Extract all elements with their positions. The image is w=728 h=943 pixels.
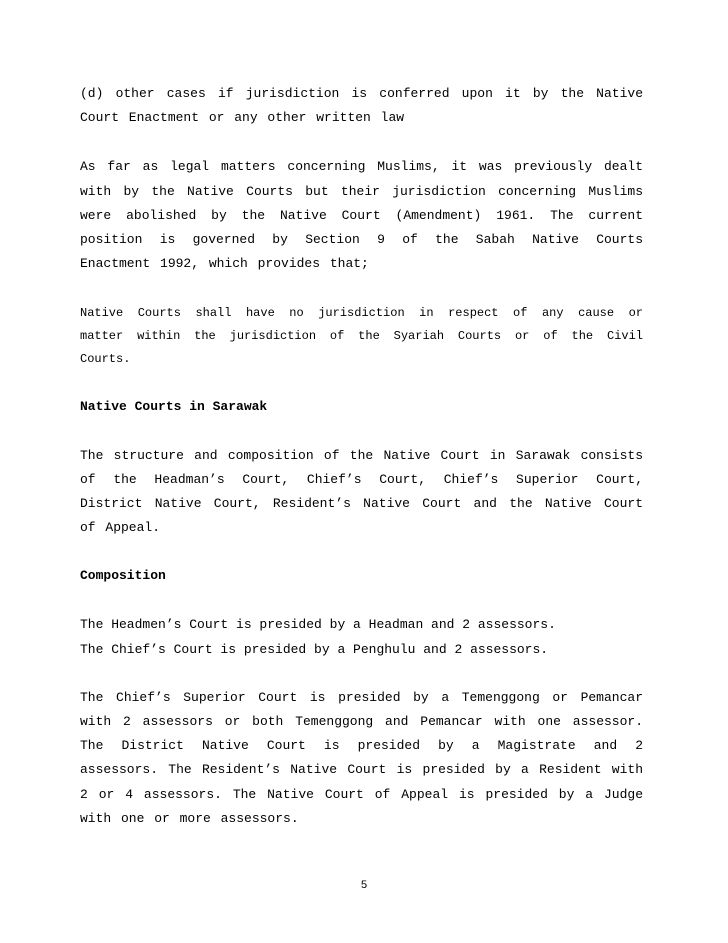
page-number: 5 — [360, 880, 368, 892]
line-chief-court: The Chief’s Court is presided by a Penghulu and 2 assessors. — [80, 641, 549, 657]
paragraph-muslims: As far as legal matters concerning Muslims, it was previously dealt with by the Native Courts but their jurisdiction concerning Muslims were abolished by the Native Court (Amendment) 1961. The current position is governed by Section 9 of the Sabah Native Courts Enactment 1992, which provides that; — [80, 159, 643, 272]
document-page — [80, 82, 643, 831]
heading-native-courts-sarawak: Native Courts in Sarawak — [80, 398, 268, 414]
paragraph-superior-court: The Chief’s Superior Court is presided by a Temenggong or Pemancar with 2 assessors or both Temenggong and Pemancar with one assessor. The District Native Court is presided by a Magistrate and 2 assessors. The Resident’s Native Court is presided by a Resident with 2 or 4 assessors. The Native Court of Appeal is presided by a Judge with one or more assessors. — [80, 689, 643, 826]
line-headmen-court: The Headmen’s Court is presided by a Headman and 2 assessors. — [80, 617, 556, 633]
heading-composition: Composition — [80, 568, 166, 584]
paragraph-d-other-cases: (d) other cases if jurisdiction is conferred upon it by the Native Court Enactment or any other written law — [80, 86, 643, 126]
paragraph-structure: The structure and composition of the Native Court in Sarawak consists of the Headman’s Court, Chief’s Court, Chief’s Superior Court, District Native Court, Resident’s Native Court and the Native Court of Appeal. — [80, 447, 643, 536]
quote-section-9: Native Courts shall have no jurisdiction in respect of any cause or matter within the jurisdiction of the Syariah Courts or of the Civil Courts. — [80, 306, 643, 366]
